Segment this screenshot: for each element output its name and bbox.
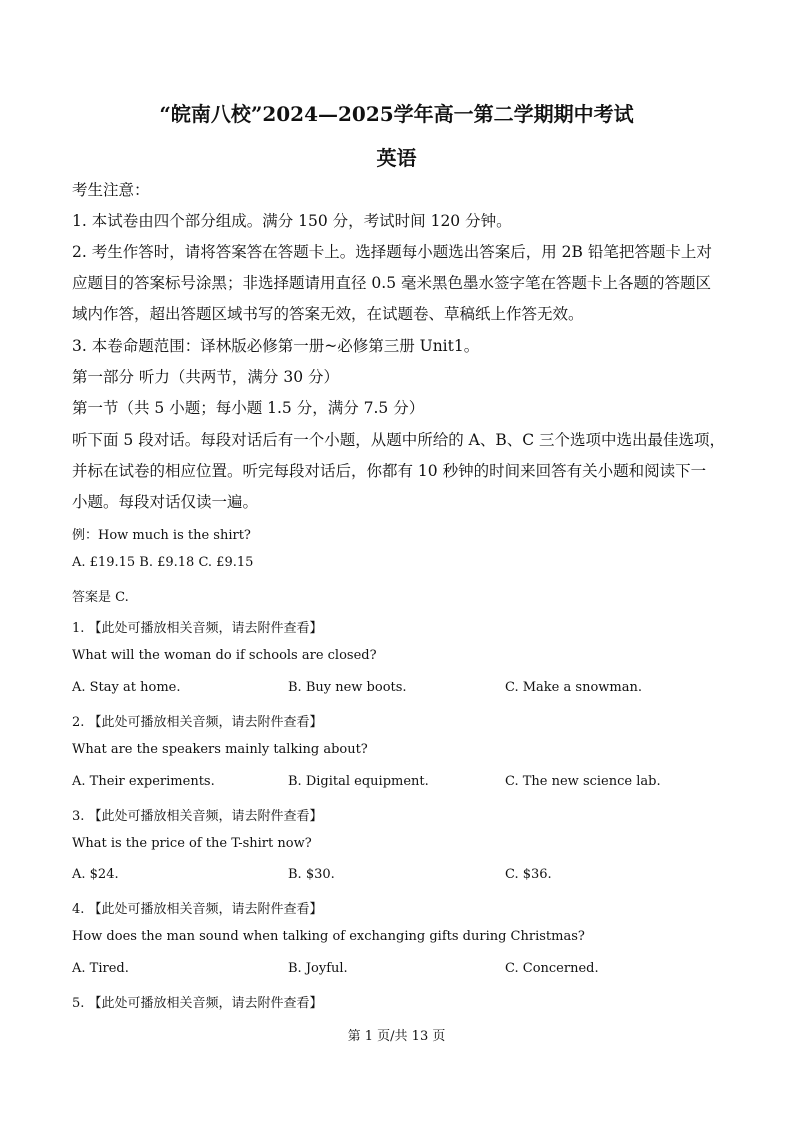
section1-heading: 第一节（共 5 小题；每小题 1.5 分，满分 7.5 分） [72,399,425,417]
instruction-line-3: 小题。每段对话仅读一遍。 [72,493,259,511]
notice-item-2-line-1: 2. 考生作答时，请将答案答在答题卡上。选择题每小题选出答案后，用 2B 铅笔把答题卡上对 [72,243,712,261]
question-2-text: What are the speakers mainly talking about? [72,742,368,757]
question-4-text: How does the man sound when talking of exchanging gifts during Christmas? [72,929,585,944]
question-4-option-b: B. Joyful. [288,961,348,976]
question-4-option-a: A. Tired. [72,961,129,976]
example-answer: 答案是 C. [72,590,129,605]
page-number: 第 1 页/共 13 页 [347,1029,446,1044]
audio-link-q1[interactable]: 1. 【此处可播放相关音频，请去附件查看】 [72,621,323,636]
instruction-line-2: 并标在试卷的相应位置。听完每段对话后，你都有 10 秒钟的时间来回答有关小题和阅读下一 [72,462,707,480]
question-1-option-a: A. Stay at home. [72,680,181,695]
notice-item-1: 1. 本试卷由四个部分组成。满分 150 分，考试时间 120 分钟。 [72,212,512,230]
exam-title: “皖南八校”2024—2025学年高一第二学期期中考试 [159,102,634,126]
question-3-option-a: A. $24. [72,867,119,882]
audio-link-q4[interactable]: 4. 【此处可播放相关音频，请去附件查看】 [72,902,323,917]
question-3-option-b: B. $30. [288,867,335,882]
question-1-option-b: B. Buy new boots. [288,680,407,695]
notice-item-3: 3. 本卷命题范围：译林版必修第一册~必修第三册 Unit1。 [72,337,480,355]
audio-link-q3[interactable]: 3. 【此处可播放相关音频，请去附件查看】 [72,809,323,824]
question-3-option-c: C. $36. [505,867,552,882]
question-2-option-a: A. Their experiments. [72,774,215,789]
example-options: A. £19.15 B. £9.18 C. £9.15 [72,555,254,570]
instruction-line-1: 听下面 5 段对话。每段对话后有一个小题，从题中所给的 A、B、C 三个选项中选出最佳选项， [72,431,726,449]
notice-heading: 考生注意： [72,181,150,199]
example-question: 例：How much is the shirt? [72,528,251,543]
part1-heading: 第一部分 听力（共两节，满分 30 分） [72,368,340,386]
notice-item-2-line-3: 域内作答，超出答题区域书写的答案无效，在试题卷、草稿纸上作答无效。 [72,305,584,323]
notice-item-2-line-2: 应题目的答案标号涂黑；非选择题请用直径 0.5 毫米黑色墨水签字笔在答题卡上各题的答题区 [72,274,712,292]
question-1-option-c: C. Make a snowman. [505,680,642,695]
question-4-option-c: C. Concerned. [505,961,599,976]
question-2-option-c: C. The new science lab. [505,774,661,789]
audio-link-q2[interactable]: 2. 【此处可播放相关音频，请去附件查看】 [72,715,323,730]
subject-title: 英语 [376,146,417,170]
question-1-text: What will the woman do if schools are closed? [72,648,377,663]
audio-link-q5[interactable]: 5. 【此处可播放相关音频，请去附件查看】 [72,996,323,1011]
question-3-text: What is the price of the T-shirt now? [72,836,312,851]
question-2-option-b: B. Digital equipment. [288,774,429,789]
